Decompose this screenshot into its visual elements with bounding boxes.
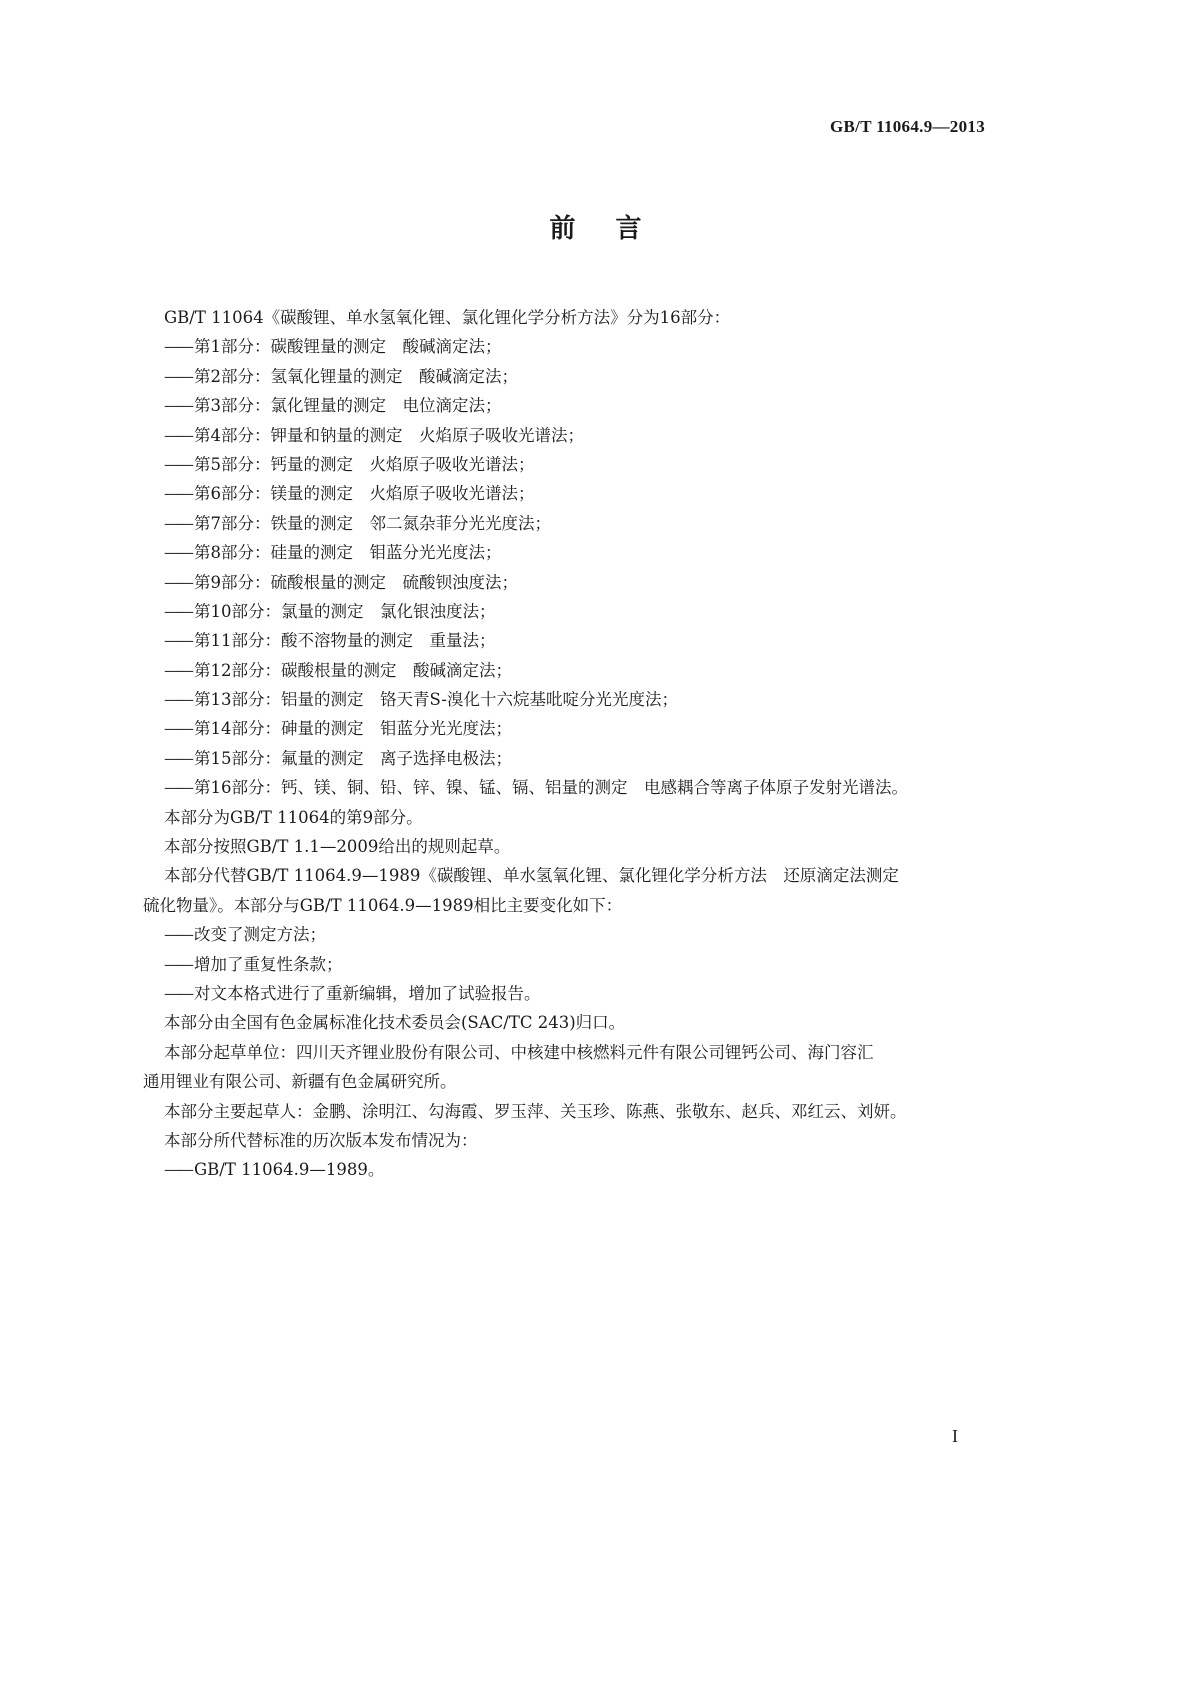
replacement-paragraph-line2: 硫化物量》。本部分与GB/T 11064.9—1989相比主要变化如下： <box>143 895 623 915</box>
standard-code: GB/T 11064.9—2013 <box>830 117 985 136</box>
list-item: —— 第9部分：硫酸根量的测定 硫酸钡浊度法； <box>143 568 988 597</box>
list-item: —— 第15部分：氟量的测定 离子选择电极法； <box>143 744 988 773</box>
parts-list <box>143 332 988 802</box>
page-title: 前言 <box>549 214 682 244</box>
list-item: —— 第2部分：氢氧化锂量的测定 酸碱滴定法； <box>143 362 988 391</box>
list-item: —— 第10部分：氯量的测定 氯化银浊度法； <box>143 597 988 626</box>
list-item: —— 第13部分：铝量的测定 铬天青S-溴化十六烷基吡啶分光光度法； <box>143 685 988 714</box>
list-item: —— 第1部分：碳酸锂量的测定 酸碱滴定法； <box>143 332 988 361</box>
foreword-body <box>143 303 988 1185</box>
list-item: —— 第6部分：镁量的测定 火焰原子吸收光谱法； <box>143 479 988 508</box>
history-intro: 本部分所代替标准的历次版本发布情况为： <box>164 1130 478 1150</box>
drafting-rules: 本部分按照GB/T 1.1—2009给出的规则起草。 <box>164 837 511 857</box>
list-item: —— 第3部分：氯化锂量的测定 电位滴定法； <box>143 391 988 420</box>
list-item: —— 第11部分：酸不溶物量的测定 重量法； <box>143 626 988 655</box>
intro-paragraph: GB/T 11064《碳酸锂、单水氢氧化锂、氯化锂化学分析方法》分为16部分： <box>164 308 731 327</box>
list-item: —— 第7部分：铁量的测定 邻二氮杂菲分光光度法； <box>143 509 988 538</box>
change-item: —— 对文本格式进行了重新编辑，增加了试验报告。 <box>143 979 988 1008</box>
part-statement: 本部分为GB/T 11064的第9部分。 <box>164 807 423 827</box>
replacement-paragraph-line1: 本部分代替GB/T 11064.9—1989《碳酸锂、单水氢氧化锂、氯化锂化学分析方法 还原滴定法测定 <box>164 866 899 886</box>
history-item: —— GB/T 11064.9—1989。 <box>143 1155 988 1184</box>
committee-paragraph: 本部分由全国有色金属标准化技术委员会(SAC/TC 243)归口。 <box>164 1013 626 1033</box>
drafters-paragraph: 本部分主要起草人：金鹏、涂明江、勾海霞、罗玉萍、关玉珍、陈燕、张敬东、赵兵、邓红云、刘妍。 <box>164 1101 907 1121</box>
drafting-units-line1: 本部分起草单位：四川天齐锂业股份有限公司、中核建中核燃料元件有限公司锂钙公司、海门容汇 <box>164 1042 874 1062</box>
change-item: —— 改变了测定方法； <box>143 920 988 949</box>
list-item: —— 第14部分：砷量的测定 钼蓝分光光度法； <box>143 714 988 743</box>
list-item: —— 第16部分：钙、镁、铜、铅、锌、镍、锰、镉、铝量的测定 电感耦合等离子体原子发射光谱法。 <box>143 773 988 802</box>
list-item: —— 第12部分：碳酸根量的测定 酸碱滴定法； <box>143 656 988 685</box>
change-item: —— 增加了重复性条款； <box>143 950 988 979</box>
page-number: I <box>952 1426 958 1446</box>
list-item: —— 第5部分：钙量的测定 火焰原子吸收光谱法； <box>143 450 988 479</box>
list-item: —— 第8部分：硅量的测定 钼蓝分光光度法； <box>143 538 988 567</box>
list-item: —— 第4部分：钾量和钠量的测定 火焰原子吸收光谱法； <box>143 421 988 450</box>
drafting-units-line2: 通用锂业有限公司、新疆有色金属研究所。 <box>143 1072 457 1092</box>
